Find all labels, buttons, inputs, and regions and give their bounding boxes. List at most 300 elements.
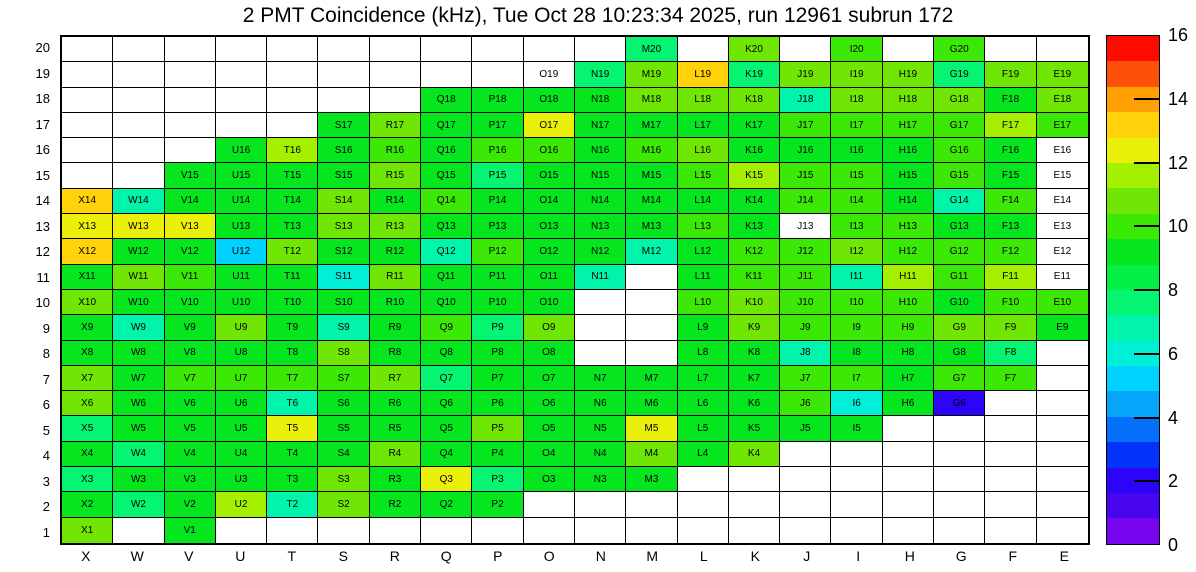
- empty-cell: [1037, 37, 1088, 62]
- heatmap-cell: I7: [831, 366, 882, 391]
- heatmap-cell: V14: [165, 189, 216, 214]
- heatmap-cell: P6: [472, 391, 523, 416]
- heatmap-cell: N4: [575, 442, 626, 467]
- empty-cell: [575, 315, 626, 340]
- heatmap-cell: S3: [318, 467, 369, 492]
- x-axis-label: J: [803, 548, 811, 564]
- heatmap-cell: K14: [729, 189, 780, 214]
- heatmap-cell: R13: [370, 214, 421, 239]
- heatmap-cell: V8: [165, 341, 216, 366]
- empty-cell: [883, 492, 934, 517]
- color-scale-tick-label: 10: [1168, 216, 1189, 237]
- heatmap-cell: E13: [1037, 214, 1088, 239]
- heatmap-cell: H11: [883, 265, 934, 290]
- color-scale-tick: [1134, 480, 1160, 482]
- heatmap-cell: Q12: [421, 239, 472, 264]
- empty-cell: [524, 518, 575, 543]
- heatmap-cell: T7: [267, 366, 318, 391]
- y-axis-label: 17: [35, 116, 50, 132]
- heatmap-cell: U13: [216, 214, 267, 239]
- heatmap-cell: X9: [62, 315, 113, 340]
- x-axis-label: U: [235, 548, 246, 564]
- heatmap-cell: P5: [472, 416, 523, 441]
- empty-cell: [678, 467, 729, 492]
- empty-cell: [626, 290, 677, 315]
- heatmap-cell: K17: [729, 113, 780, 138]
- heatmap-cell: U14: [216, 189, 267, 214]
- empty-cell: [678, 492, 729, 517]
- heatmap-cell: T14: [267, 189, 318, 214]
- color-scale-band: [1107, 493, 1159, 518]
- heatmap-cell: F10: [985, 290, 1036, 315]
- heatmap-cell: I9: [831, 315, 882, 340]
- y-axis-label: 6: [42, 397, 50, 412]
- heatmap-cell: R17: [370, 113, 421, 138]
- heatmap-cell: U15: [216, 163, 267, 188]
- y-axis-label: 16: [35, 142, 50, 157]
- heatmap-cell: J19: [780, 62, 831, 87]
- color-scale-tick: [1134, 417, 1160, 419]
- empty-cell: [1037, 416, 1088, 441]
- heatmap-cell: N19: [575, 62, 626, 87]
- heatmap-cell: L4: [678, 442, 729, 467]
- heatmap-cell: R4: [370, 442, 421, 467]
- heatmap-cell: H18: [883, 88, 934, 113]
- empty-cell: [267, 88, 318, 113]
- heatmap-cell: O15: [524, 163, 575, 188]
- heatmap-cell: Q17: [421, 113, 472, 138]
- heatmap-cell: V13: [165, 214, 216, 239]
- heatmap-cell: P17: [472, 113, 523, 138]
- empty-cell: [318, 518, 369, 543]
- heatmap-cell: W7: [113, 366, 164, 391]
- heatmap-cell: N6: [575, 391, 626, 416]
- empty-cell: [216, 88, 267, 113]
- heatmap-cell: O3: [524, 467, 575, 492]
- empty-cell: [678, 37, 729, 62]
- x-axis-label: X: [81, 548, 91, 564]
- heatmap-cell: L9: [678, 315, 729, 340]
- empty-cell: [318, 37, 369, 62]
- heatmap-cell: O7: [524, 366, 575, 391]
- heatmap-cell: J13: [780, 214, 831, 239]
- empty-cell: [113, 163, 164, 188]
- heatmap-cell: I19: [831, 62, 882, 87]
- x-axis-label: M: [646, 548, 659, 564]
- empty-cell: [780, 492, 831, 517]
- y-axis-label: 11: [36, 269, 50, 285]
- heatmap-cell: X6: [62, 391, 113, 416]
- heatmap-cell: J5: [780, 416, 831, 441]
- heatmap-cell: M5: [626, 416, 677, 441]
- heatmap-cell: L19: [678, 62, 729, 87]
- heatmap-cell: T5: [267, 416, 318, 441]
- heatmap-cell: P12: [472, 239, 523, 264]
- heatmap-cell: R2: [370, 492, 421, 517]
- heatmap-cell: L18: [678, 88, 729, 113]
- heatmap-cell: I11: [831, 265, 882, 290]
- heatmap-cell: O16: [524, 138, 575, 163]
- heatmap-cell: S10: [318, 290, 369, 315]
- x-axis-label: H: [904, 548, 915, 564]
- heatmap-cell: J12: [780, 239, 831, 264]
- heatmap-cell: K7: [729, 366, 780, 391]
- heatmap-cell: M18: [626, 88, 677, 113]
- heatmap-cell: L6: [678, 391, 729, 416]
- heatmap-cell: U4: [216, 442, 267, 467]
- heatmap-cell: P16: [472, 138, 523, 163]
- heatmap-cell: V5: [165, 416, 216, 441]
- empty-cell: [780, 37, 831, 62]
- heatmap-cell: L16: [678, 138, 729, 163]
- heatmap-cell: T16: [267, 138, 318, 163]
- empty-cell: [575, 290, 626, 315]
- y-axis-label: 5: [42, 422, 50, 438]
- heatmap-cell: F13: [985, 214, 1036, 239]
- x-axis-label: R: [389, 548, 400, 564]
- heatmap-cell: W5: [113, 416, 164, 441]
- heatmap-cell: G20: [934, 37, 985, 62]
- empty-cell: [421, 37, 472, 62]
- heatmap-cell: U11: [216, 265, 267, 290]
- heatmap-cell: F12: [985, 239, 1036, 264]
- empty-cell: [831, 442, 882, 467]
- heatmap-cell: U10: [216, 290, 267, 315]
- heatmap-cell: P11: [472, 265, 523, 290]
- empty-cell: [883, 518, 934, 543]
- empty-cell: [216, 37, 267, 62]
- x-axis-label: E: [1059, 548, 1069, 564]
- heatmap-cell: J6: [780, 391, 831, 416]
- x-axis-label: S: [338, 548, 348, 564]
- empty-cell: [883, 37, 934, 62]
- empty-cell: [985, 37, 1036, 62]
- heatmap-cell: O4: [524, 442, 575, 467]
- heatmap-cell: L15: [678, 163, 729, 188]
- empty-cell: [883, 442, 934, 467]
- heatmap-cell: K12: [729, 239, 780, 264]
- x-axis-label: T: [287, 548, 297, 564]
- empty-cell: [985, 416, 1036, 441]
- heatmap-cell: Q14: [421, 189, 472, 214]
- empty-cell: [165, 88, 216, 113]
- heatmap-cell: K8: [729, 341, 780, 366]
- heatmap-cell: K18: [729, 88, 780, 113]
- y-axis-label: 13: [35, 218, 50, 234]
- heatmap-cell: J11: [780, 265, 831, 290]
- empty-cell: [62, 138, 113, 163]
- heatmap-cell: V15: [165, 163, 216, 188]
- heatmap-cell: F18: [985, 88, 1036, 113]
- heatmap-cell: I14: [831, 189, 882, 214]
- heatmap-cell: H14: [883, 189, 934, 214]
- heatmap-cell: E18: [1037, 88, 1088, 113]
- heatmap-cell: Q11: [421, 265, 472, 290]
- empty-cell: [934, 442, 985, 467]
- heatmap-cell: Q7: [421, 366, 472, 391]
- heatmap-cell: F16: [985, 138, 1036, 163]
- heatmap-cell: P2: [472, 492, 523, 517]
- y-axis-label: 15: [35, 167, 50, 183]
- heatmap-cell: M14: [626, 189, 677, 214]
- heatmap-cell: G7: [934, 366, 985, 391]
- heatmap-cell: P14: [472, 189, 523, 214]
- empty-cell: [370, 88, 421, 113]
- heatmap-cell: K19: [729, 62, 780, 87]
- heatmap-cell: I13: [831, 214, 882, 239]
- heatmap-cell: J7: [780, 366, 831, 391]
- heatmap-cell: S2: [318, 492, 369, 517]
- color-scale-tick-label: 8: [1168, 280, 1179, 300]
- heatmap-cell: O18: [524, 88, 575, 113]
- heatmap-cell: G15: [934, 163, 985, 188]
- heatmap-cell: S11: [318, 265, 369, 290]
- y-axis-label: 10: [35, 295, 50, 310]
- heatmap-cell: E16: [1037, 138, 1088, 163]
- heatmap-cell: S15: [318, 163, 369, 188]
- heatmap-cell: R10: [370, 290, 421, 315]
- heatmap-cell: V9: [165, 315, 216, 340]
- heatmap-cell: G18: [934, 88, 985, 113]
- heatmap-cell: Q8: [421, 341, 472, 366]
- heatmap-cell: T13: [267, 214, 318, 239]
- empty-cell: [934, 467, 985, 492]
- heatmap-cell: T11: [267, 265, 318, 290]
- heatmap-cell: F15: [985, 163, 1036, 188]
- empty-cell: [575, 37, 626, 62]
- heatmap-cell: X12: [62, 239, 113, 264]
- heatmap-cell: N17: [575, 113, 626, 138]
- heatmap-cell: X8: [62, 341, 113, 366]
- color-scale-tick: [1134, 225, 1160, 227]
- heatmap-cell: Q5: [421, 416, 472, 441]
- y-axis-label: 7: [42, 371, 50, 387]
- heatmap-cell: U6: [216, 391, 267, 416]
- heatmap-cell: X1: [62, 518, 113, 543]
- heatmap-cell: O8: [524, 341, 575, 366]
- heatmap-cell: O6: [524, 391, 575, 416]
- heatmap-cell: X10: [62, 290, 113, 315]
- heatmap-cell: Q9: [421, 315, 472, 340]
- heatmap-cell: T15: [267, 163, 318, 188]
- heatmap-cell: E9: [1037, 315, 1088, 340]
- heatmap-cell: K10: [729, 290, 780, 315]
- heatmap-cell: X4: [62, 442, 113, 467]
- empty-cell: [780, 518, 831, 543]
- heatmap-cell: K16: [729, 138, 780, 163]
- heatmap-cell: W2: [113, 492, 164, 517]
- heatmap-cell: U7: [216, 366, 267, 391]
- x-axis-label: Q: [440, 548, 452, 564]
- color-scale-band: [1107, 442, 1159, 467]
- heatmap-cell: K9: [729, 315, 780, 340]
- heatmap-cell: M12: [626, 239, 677, 264]
- heatmap-cell: J17: [780, 113, 831, 138]
- heatmap-cell: W4: [113, 442, 164, 467]
- heatmap-cell: I16: [831, 138, 882, 163]
- heatmap-cell: G17: [934, 113, 985, 138]
- heatmap-cell: V1: [165, 518, 216, 543]
- heatmap-cell: X2: [62, 492, 113, 517]
- heatmap-cell: U9: [216, 315, 267, 340]
- empty-cell: [678, 518, 729, 543]
- empty-cell: [934, 492, 985, 517]
- empty-cell: [267, 37, 318, 62]
- empty-cell: [985, 492, 1036, 517]
- heatmap-cell: L14: [678, 189, 729, 214]
- heatmap-cell: X11: [62, 265, 113, 290]
- empty-cell: [985, 391, 1036, 416]
- empty-cell: [370, 518, 421, 543]
- heatmap-cell: T2: [267, 492, 318, 517]
- empty-cell: [883, 467, 934, 492]
- empty-cell: [1037, 492, 1088, 517]
- heatmap-cell: V2: [165, 492, 216, 517]
- heatmap-cell: L17: [678, 113, 729, 138]
- color-scale-tick: [1134, 289, 1160, 291]
- heatmap-cell: V6: [165, 391, 216, 416]
- heatmap-cell: G11: [934, 265, 985, 290]
- heatmap-cell: W8: [113, 341, 164, 366]
- heatmap-cell: T9: [267, 315, 318, 340]
- color-scale-band: [1107, 366, 1159, 391]
- empty-cell: [729, 492, 780, 517]
- heatmap-cell: S17: [318, 113, 369, 138]
- heatmap-cell: Q16: [421, 138, 472, 163]
- color-scale-band: [1107, 417, 1159, 442]
- heatmap-cell: R14: [370, 189, 421, 214]
- heatmap-cell: I5: [831, 416, 882, 441]
- heatmap-cell: X5: [62, 416, 113, 441]
- heatmap-cell: M6: [626, 391, 677, 416]
- color-scale-band: [1107, 391, 1159, 416]
- empty-cell: [1037, 391, 1088, 416]
- heatmap-cell: X7: [62, 366, 113, 391]
- y-axis-label: 20: [35, 40, 50, 55]
- empty-cell: [780, 467, 831, 492]
- heatmap-cell: U16: [216, 138, 267, 163]
- empty-cell: [165, 138, 216, 163]
- color-scale-band: [1107, 265, 1159, 290]
- heatmap-cell: P8: [472, 341, 523, 366]
- heatmap-cell: O19: [524, 62, 575, 87]
- heatmap-cell: O5: [524, 416, 575, 441]
- heatmap-cell: R5: [370, 416, 421, 441]
- heatmap-cell: T3: [267, 467, 318, 492]
- color-scale-band: [1107, 138, 1159, 163]
- heatmap-cell: F11: [985, 265, 1036, 290]
- empty-cell: [421, 62, 472, 87]
- heatmap-cell: F7: [985, 366, 1036, 391]
- heatmap-cell: I12: [831, 239, 882, 264]
- x-axis-label: W: [130, 548, 144, 564]
- heatmap-cell: Q6: [421, 391, 472, 416]
- heatmap-cell: L11: [678, 265, 729, 290]
- heatmap-cell: U8: [216, 341, 267, 366]
- heatmap-cell: P7: [472, 366, 523, 391]
- heatmap-cell: H16: [883, 138, 934, 163]
- color-scale-tick: [1134, 162, 1160, 164]
- heatmap-cell: R7: [370, 366, 421, 391]
- heatmap-cell: T10: [267, 290, 318, 315]
- heatmap-cell: G16: [934, 138, 985, 163]
- heatmap-cell: N13: [575, 214, 626, 239]
- heatmap-cell: N16: [575, 138, 626, 163]
- empty-cell: [113, 138, 164, 163]
- empty-cell: [831, 467, 882, 492]
- color-scale-band: [1107, 239, 1159, 264]
- heatmap-cell: M19: [626, 62, 677, 87]
- heatmap-cell: Q4: [421, 442, 472, 467]
- heatmap-cell: R9: [370, 315, 421, 340]
- empty-cell: [370, 62, 421, 87]
- empty-cell: [216, 113, 267, 138]
- heatmap-cell: Q10: [421, 290, 472, 315]
- heatmap-cell: S6: [318, 391, 369, 416]
- empty-cell: [165, 37, 216, 62]
- empty-cell: [216, 62, 267, 87]
- y-axis-label: 4: [42, 448, 50, 463]
- empty-cell: [985, 518, 1036, 543]
- heatmap-cell: N5: [575, 416, 626, 441]
- empty-cell: [113, 62, 164, 87]
- heatmap-cell: P13: [472, 214, 523, 239]
- heatmap-cell: T4: [267, 442, 318, 467]
- empty-cell: [1037, 518, 1088, 543]
- y-axis-label: 19: [35, 65, 50, 81]
- heatmap-cell: L8: [678, 341, 729, 366]
- heatmap-cell: G10: [934, 290, 985, 315]
- x-axis-label: K: [750, 548, 760, 564]
- x-axis-label: G: [955, 548, 967, 564]
- heatmap-cell: V7: [165, 366, 216, 391]
- y-axis-label: 1: [42, 524, 50, 540]
- heatmap-cell: E14: [1037, 189, 1088, 214]
- y-axis-label: 2: [42, 499, 50, 514]
- heatmap-cell: I15: [831, 163, 882, 188]
- empty-cell: [780, 442, 831, 467]
- heatmap-cell: U2: [216, 492, 267, 517]
- x-axis-label: N: [595, 548, 606, 564]
- color-scale-tick-label: 14: [1168, 88, 1189, 109]
- empty-cell: [575, 518, 626, 543]
- heatmap-cell: X3: [62, 467, 113, 492]
- heatmap-cell: V3: [165, 467, 216, 492]
- heatmap-cell: T6: [267, 391, 318, 416]
- empty-cell: [318, 88, 369, 113]
- x-axis-label: I: [856, 548, 861, 564]
- empty-cell: [113, 37, 164, 62]
- empty-cell: [934, 416, 985, 441]
- heatmap-cell: J9: [780, 315, 831, 340]
- heatmap-cell: V11: [165, 265, 216, 290]
- empty-cell: [1037, 341, 1088, 366]
- heatmap-cell: G13: [934, 214, 985, 239]
- heatmap-cell: W10: [113, 290, 164, 315]
- heatmap-cell: G6: [934, 391, 985, 416]
- heatmap-cell: H7: [883, 366, 934, 391]
- empty-cell: [62, 88, 113, 113]
- empty-cell: [729, 467, 780, 492]
- heatmap-cell: S13: [318, 214, 369, 239]
- color-scale-band: [1107, 112, 1159, 137]
- heatmap-cell: H6: [883, 391, 934, 416]
- heatmap-cell: L5: [678, 416, 729, 441]
- empty-cell: [421, 518, 472, 543]
- color-scale-tick-label: 0: [1168, 535, 1179, 555]
- heatmap-cell: R8: [370, 341, 421, 366]
- heatmap-cell: O17: [524, 113, 575, 138]
